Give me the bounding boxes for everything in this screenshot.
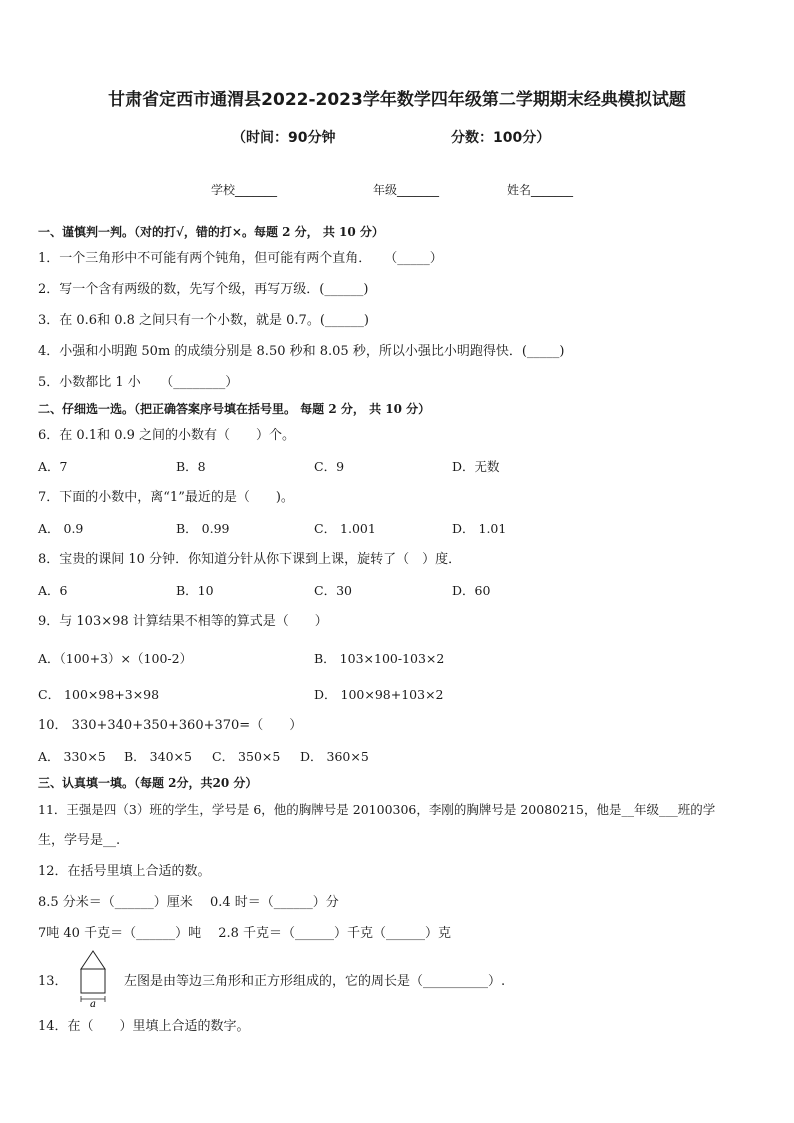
- option-7b: B． 0.99: [176, 521, 230, 536]
- question-7: 7．下面的小数中，离“1”最近的是（ )。: [38, 490, 294, 505]
- option-9c: C． 100×98+3×98: [38, 687, 160, 702]
- question-13-number: 13．: [38, 974, 68, 989]
- option-6c: C．9: [314, 459, 345, 474]
- section-heading-1: 一、谨慎判一判。（对的打√，错的打×。每题 2 分， 共 10 分）: [38, 225, 384, 239]
- question-6: 6．在 0.1和 0.9 之间的小数有（ ）个。: [38, 428, 296, 443]
- question-2: 2．写一个含有两级的数，先写个级，再写万级．(______): [38, 282, 369, 297]
- option-7d: D． 1.01: [452, 521, 507, 536]
- option-9d: D． 100×98+103×2: [314, 687, 444, 702]
- option-7c: C． 1.001: [314, 521, 376, 536]
- option-9b: B． 103×100-103×2: [314, 651, 445, 666]
- triangle-square-figure: [76, 948, 110, 1008]
- school-field[interactable]: 学校_______: [211, 183, 278, 197]
- question-11-line-2: 生，学号是__.: [38, 833, 121, 848]
- section-heading-3: 三、认真填一填。（每题 2分，共20 分）: [38, 776, 258, 790]
- option-10d: D． 360×5: [300, 749, 369, 764]
- grade-field[interactable]: 年级_______: [373, 183, 440, 197]
- score-label: 分数：100分）: [451, 130, 551, 146]
- side-length-label: a: [90, 999, 96, 1008]
- name-field[interactable]: 姓名_______: [507, 183, 574, 197]
- square-shape: [81, 969, 105, 993]
- question-9: 9．与 103×98 计算结果不相等的算式是（ ）: [38, 614, 328, 629]
- question-1: 1．一个三角形中不可能有两个钝角，但可能有两个直角． （_____）: [38, 251, 443, 266]
- time-label: （时间：90分钟: [232, 130, 336, 146]
- question-11-line-1: 11．王强是四（3）班的学生，学号是 6，他的胸牌号是 20100306，李刚的胸牌号是 20080215，他是__年级___班的学: [38, 802, 716, 817]
- option-7a: A． 0.9: [38, 521, 84, 536]
- option-6d: D．无数: [452, 459, 500, 474]
- option-8b: B．10: [176, 583, 214, 598]
- question-12-line-1: 8.5 分米＝（______）厘米 0.4 时＝（______）分: [38, 895, 339, 910]
- question-3: 3．在 0.6和 0.8 之间只有一个小数，就是 0.7。(______): [38, 313, 369, 328]
- question-14: 14．在（ ）里填上合适的数字。: [38, 1019, 250, 1034]
- option-8a: A．6: [38, 583, 68, 598]
- option-8d: D．60: [452, 583, 491, 598]
- question-5: 5．小数都比 1 小 （________）: [38, 375, 239, 390]
- question-10: 10． 330+340+350+360+370=（ ）: [38, 718, 303, 733]
- option-10b: B． 340×5: [124, 749, 192, 764]
- triangle-shape: [81, 951, 105, 969]
- section-heading-2: 二、仔细选一选。（把正确答案序号填在括号里。 每题 2 分， 共 10 分）: [38, 402, 431, 416]
- question-8: 8．宝贵的课间 10 分钟．你知道分针从你下课到上课，旋转了（ ）度．: [38, 552, 462, 567]
- option-6a: A．7: [38, 459, 68, 474]
- option-6b: B．8: [176, 459, 206, 474]
- question-12-line-2: 7吨 40 千克＝（______）吨 2.8 千克＝（______）千克（______）克: [38, 926, 452, 941]
- option-9a: A．（100+3）×（100-2）: [38, 651, 193, 666]
- question-12: 12．在括号里填上合适的数。: [38, 864, 211, 879]
- question-13: 左图是由等边三角形和正方形组成的，它的周长是（__________）.: [124, 974, 506, 989]
- option-10c: C． 350×5: [212, 749, 281, 764]
- option-10a: A． 330×5: [38, 749, 106, 764]
- question-4: 4．小强和小明跑 50m 的成绩分别是 8.50 秒和 8.05 秒，所以小强比小明跑得快．(_____): [38, 344, 565, 359]
- option-8c: C．30: [314, 583, 352, 598]
- page-title: 甘肃省定西市通渭县2022-2023学年数学四年级第二学期期末经典模拟试题: [108, 90, 686, 110]
